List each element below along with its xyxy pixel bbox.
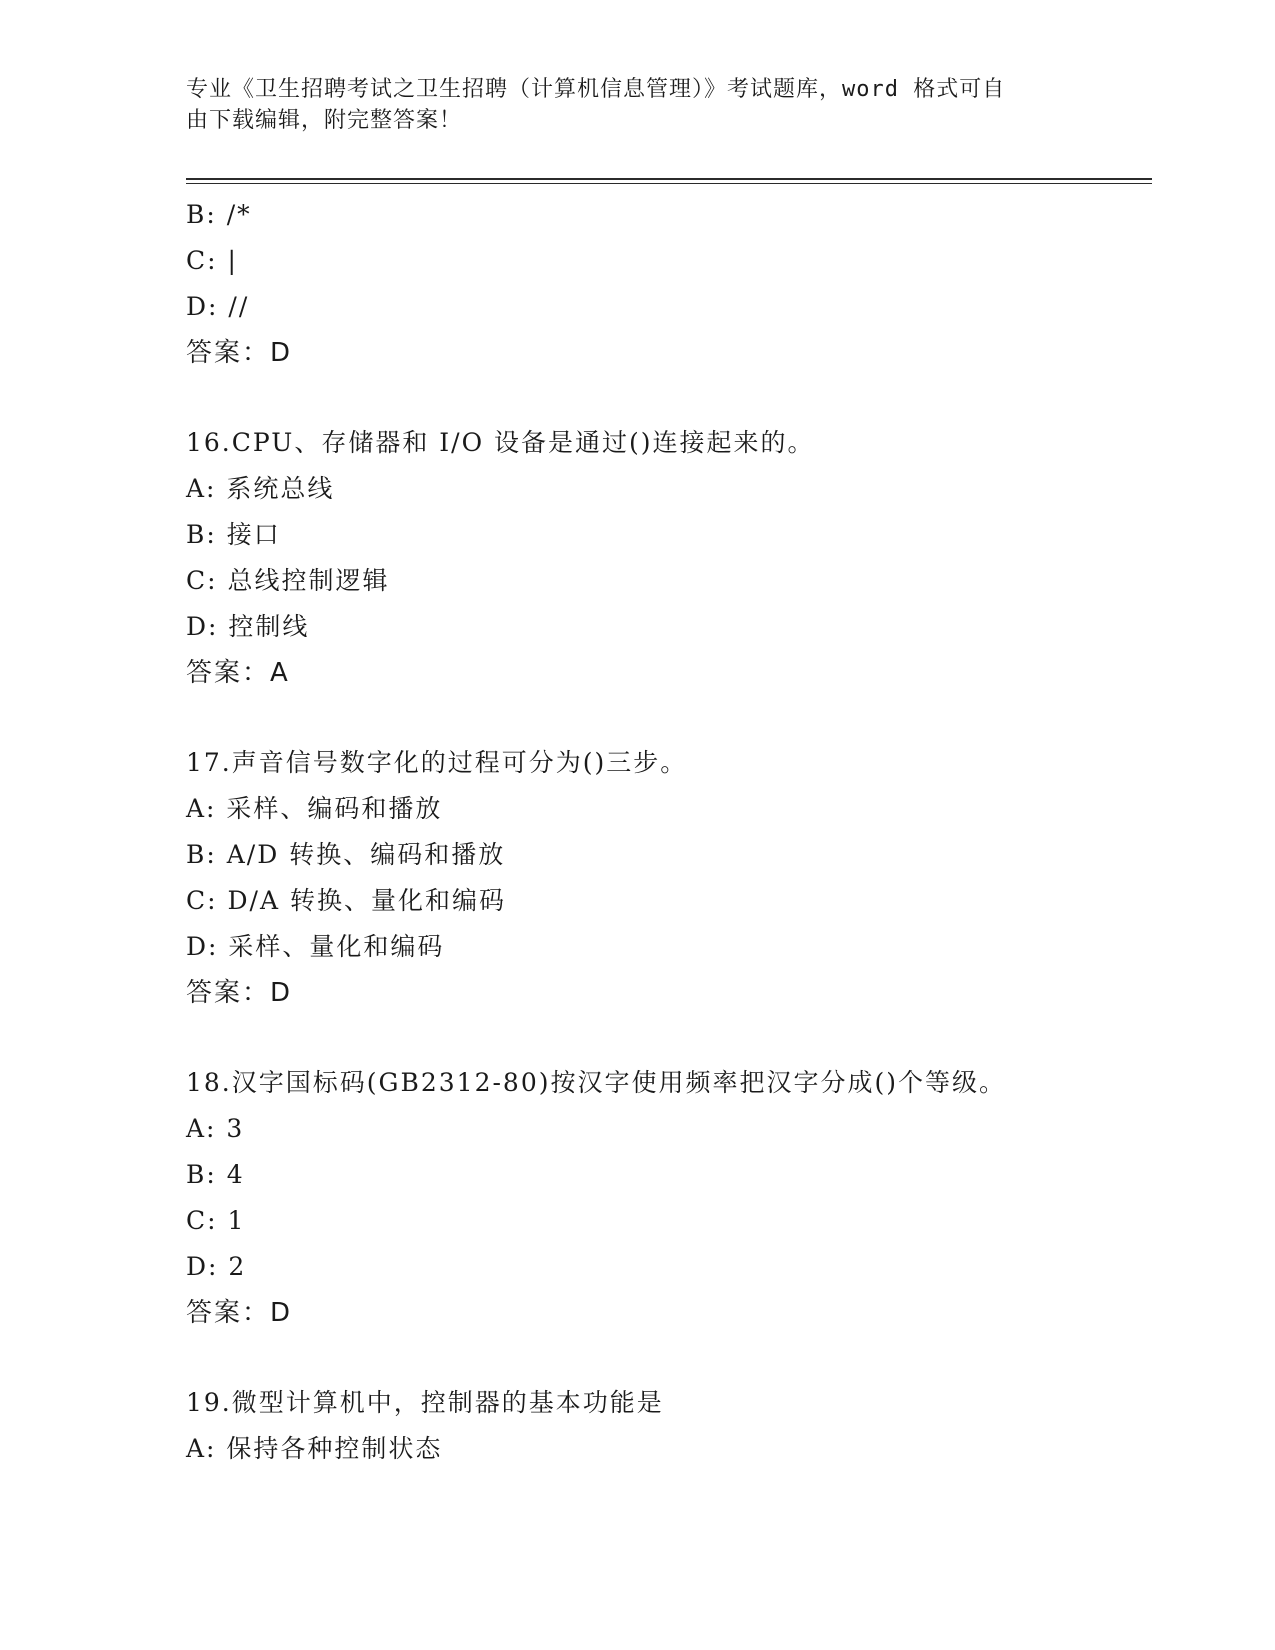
- answer-line: 答案：A: [186, 658, 290, 688]
- header-divider-thin: [186, 183, 1152, 184]
- option-d: D: 控制线: [186, 612, 310, 641]
- option-c: C: D/A 转换、量化和编码: [186, 886, 506, 915]
- option-a: A: 系统总线: [186, 474, 335, 503]
- option-b: B: 4: [186, 1160, 245, 1189]
- option-c: C: 总线控制逻辑: [186, 566, 390, 595]
- answer-line: 答案：D: [186, 1298, 293, 1328]
- header-line-1: 专业《卫生招聘考试之卫生招聘（计算机信息管理）》考试题库，word 格式可自: [186, 77, 1006, 102]
- header-divider: [186, 178, 1152, 180]
- question-list: [186, 192, 1146, 1472]
- header-line-2: 由下载编辑，附完整答案！: [186, 108, 463, 133]
- option-c: C: 1: [186, 1206, 246, 1235]
- option-d: D: //: [186, 292, 250, 321]
- question-19: [186, 1380, 1146, 1472]
- option-a: A: 3: [186, 1114, 245, 1143]
- question-15-tail: [186, 192, 1146, 376]
- option-b: B: /*: [186, 200, 252, 229]
- question-16: [186, 420, 1146, 696]
- question-17: [186, 740, 1146, 1016]
- question-stem: 18.汉字国标码(GB2312-80)按汉字使用频率把汉字分成()个等级。: [186, 1068, 1006, 1097]
- option-a: A: 保持各种控制状态: [186, 1434, 443, 1463]
- option-c: C: |: [186, 246, 238, 275]
- option-d: D: 采样、量化和编码: [186, 932, 445, 961]
- answer-line: 答案：D: [186, 978, 293, 1008]
- option-d: D: 2: [186, 1252, 247, 1281]
- option-b: B: 接口: [186, 520, 281, 549]
- document-header: [186, 74, 1086, 136]
- question-stem: 17.声音信号数字化的过程可分为()三步。: [186, 748, 688, 777]
- option-b: B: A/D 转换、编码和播放: [186, 840, 506, 869]
- question-18: [186, 1060, 1146, 1336]
- question-stem: 19.微型计算机中，控制器的基本功能是: [186, 1388, 664, 1417]
- question-stem: 16.CPU、存储器和 I/O 设备是通过()连接起来的。: [186, 428, 815, 457]
- option-a: A: 采样、编码和播放: [186, 794, 443, 823]
- answer-line: 答案：D: [186, 338, 293, 368]
